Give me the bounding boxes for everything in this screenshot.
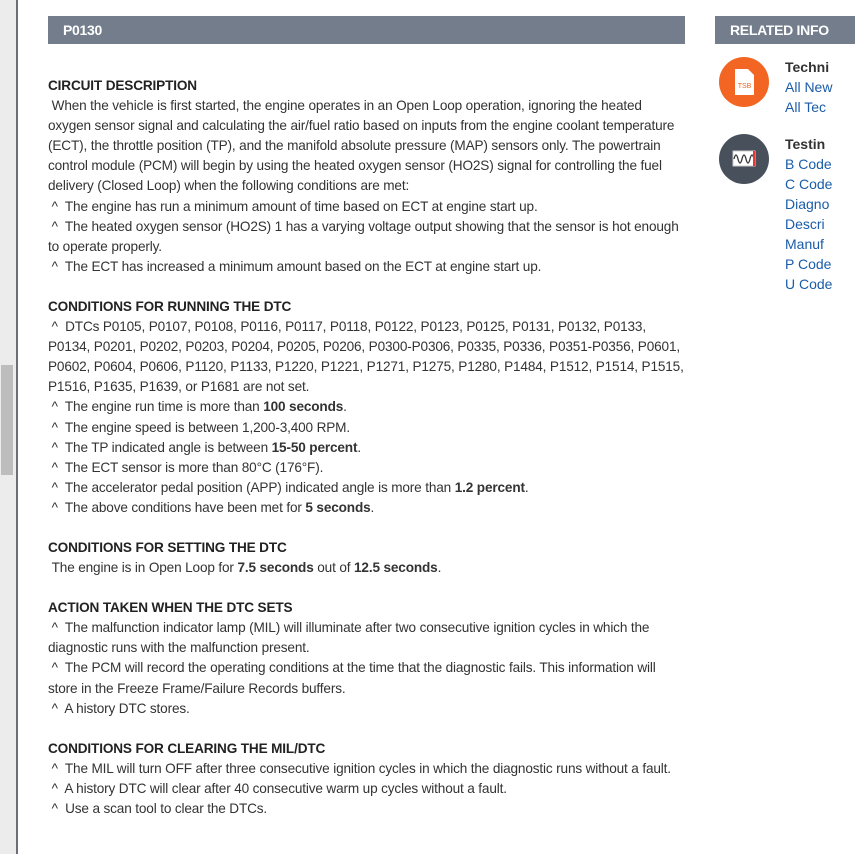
text-segment: ^ The engine has run a minimum amount of time based on ECT at engine start up. — [48, 198, 538, 214]
section-line — [48, 438, 685, 458]
section-line — [48, 779, 685, 799]
emphasized-value: 1.2 percent — [454, 479, 525, 495]
section-title: CONDITIONS FOR CLEARING THE MIL/DTC — [48, 740, 326, 756]
emphasized-value: 5 seconds — [305, 499, 371, 515]
section — [48, 297, 688, 518]
section-line — [48, 618, 685, 658]
text-segment: ^ The ECT sensor is more than 80°C (176°F). — [48, 459, 324, 475]
related-info-panel — [715, 16, 855, 292]
text-segment: The engine is in Open Loop for — [48, 560, 238, 576]
emphasized-value: 7.5 seconds — [237, 560, 314, 576]
emphasized-value: 12.5 seconds — [354, 560, 438, 576]
emphasized-value: 15-50 percent — [271, 439, 358, 455]
tsb-document-icon — [719, 57, 769, 107]
section-title: CIRCUIT DESCRIPTION — [48, 78, 197, 93]
section — [48, 739, 685, 819]
section-line — [48, 478, 685, 498]
section — [48, 76, 685, 277]
section-title: ACTION TAKEN WHEN THE DTC SETS — [48, 600, 293, 616]
section — [48, 598, 685, 719]
section-line — [48, 498, 685, 518]
related-group-testing — [785, 134, 832, 294]
oscilloscope-waveform-icon — [719, 134, 769, 184]
section-line — [48, 317, 688, 397]
section-line — [48, 197, 685, 217]
text-segment: ^ The engine run time is more than — [48, 399, 264, 415]
text-segment: . — [357, 439, 361, 455]
related-link[interactable]: U Code — [785, 276, 833, 292]
related-link[interactable]: Descri — [785, 216, 825, 232]
text-segment: . — [524, 479, 529, 495]
related-group-technical — [785, 57, 832, 117]
section-line — [48, 458, 685, 478]
text-segment: ^ The engine speed is between 1,200-3,400 RPM. — [48, 419, 350, 435]
emphasized-value: 100 seconds — [263, 399, 344, 415]
related-group-title: Techni — [785, 59, 830, 75]
text-segment: ^ The ECT has increased a minimum amount based on the ECT at engine start up. — [48, 258, 542, 274]
section-line — [48, 418, 685, 438]
text-segment: ^ The MIL will turn OFF after three consecutive ignition cycles in which the diagnostic runs without a fault. — [48, 760, 671, 776]
text-segment: . — [370, 499, 375, 515]
text-segment: ^ A history DTC will clear after 40 consecutive warm up cycles without a fault. — [48, 780, 507, 796]
text-segment: ^ The accelerator pedal position (APP) indicated angle is more than — [48, 479, 455, 495]
related-info-title: RELATED INFO — [715, 16, 855, 44]
section-line — [48, 558, 685, 578]
section — [48, 538, 685, 578]
section-line — [48, 96, 685, 196]
svg-text:TSB: TSB — [737, 83, 752, 90]
related-group-title: Testin — [785, 136, 826, 152]
dtc-article — [48, 16, 688, 839]
page-title: P0130 — [48, 16, 685, 44]
text-segment: . — [437, 560, 442, 576]
scrollbar-thumb[interactable] — [1, 365, 13, 475]
section-line — [48, 799, 685, 819]
related-link[interactable]: P Code — [785, 256, 832, 272]
related-link[interactable]: Diagno — [785, 196, 830, 212]
related-link[interactable]: B Code — [785, 156, 832, 172]
related-link[interactable]: All Tec — [785, 99, 826, 115]
section-line — [48, 397, 685, 417]
related-link[interactable]: All New — [785, 79, 833, 95]
article-content — [48, 44, 688, 819]
section-line — [48, 257, 685, 277]
text-segment: ^ A history DTC stores. — [48, 700, 190, 716]
text-segment: ^ The malfunction indicator lamp (MIL) will illuminate after two consecutive ignition cycles in which the diagnostic runs with the malfunction present. — [48, 620, 653, 656]
section-line — [48, 759, 685, 779]
section-line — [48, 217, 685, 257]
text-segment: ^ The TP indicated angle is between — [48, 439, 272, 455]
text-segment: ^ The above conditions have been met for — [48, 499, 306, 515]
text-segment: . — [343, 399, 347, 415]
text-segment: ^ The heated oxygen sensor (HO2S) 1 has a varying voltage output showing that the sensor is hot enough to operate properly. — [48, 218, 683, 254]
text-segment: When the vehicle is first started, the engine operates in an Open Loop operation, ignoring the heated oxygen sensor signal and calculating the air/fuel ratio based on inputs from the engine coolant temperature (ECT), the throttle position (TP), and the manifold absolute pressure (MAP) sensors only. The powertrain control module (PCM) will begin by using the heated oxygen sensor (HO2S) signal for controlling the fuel delivery (Closed Loop) when the following conditions are met: — [48, 98, 678, 194]
related-link[interactable]: Manuf — [785, 236, 824, 252]
text-segment: out of — [313, 560, 354, 576]
text-segment: ^ Use a scan tool to clear the DTCs. — [48, 801, 268, 816]
text-segment: ^ The PCM will record the operating conditions at the time that the diagnostic fails. This information will store in the Freeze Frame/Failure Records buffers. — [48, 660, 660, 696]
section-line — [48, 699, 685, 719]
section-title: CONDITIONS FOR SETTING THE DTC — [48, 539, 287, 555]
text-segment: ^ DTCs P0105, P0107, P0108, P0116, P0117, P0118, P0122, P0123, P0125, P0131, P0132, P0133, P0134, P0201, P0202, P0203, P0204, P0205, P0206, P0300-P0306, P0335, P0336, P0351-P0356, P0601, P0602, P0604, P0606, P1120, P1133, P1220, P1221, P1271, P1275, P1280, P1484, P1512, P1514, P1515, P1516, P1635, P1639, or P1681 are not set. — [48, 319, 688, 395]
section-title: CONDITIONS FOR RUNNING THE DTC — [48, 298, 292, 314]
section-line — [48, 658, 685, 698]
related-link[interactable]: C Code — [785, 176, 833, 192]
